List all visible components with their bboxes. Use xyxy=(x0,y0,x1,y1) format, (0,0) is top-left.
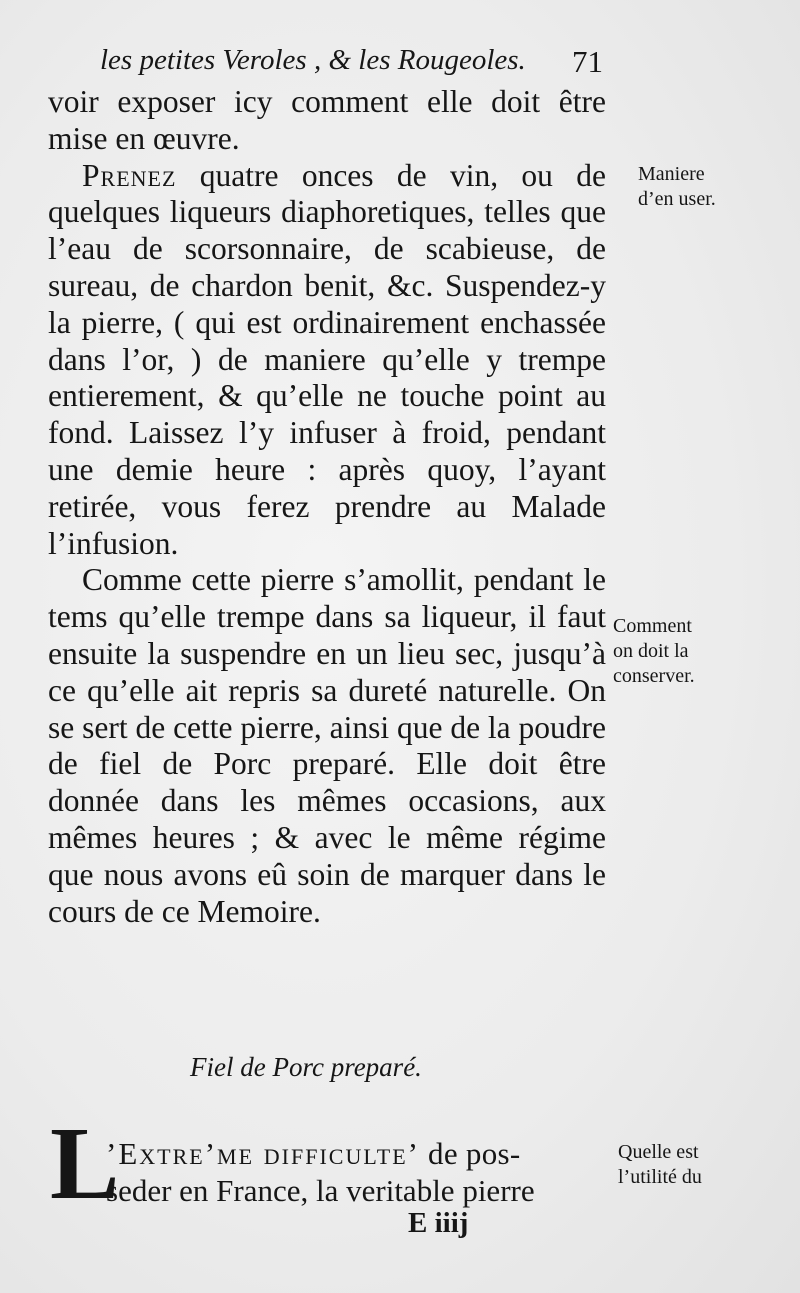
margin-note-line: on doit la xyxy=(613,640,689,662)
running-header xyxy=(100,44,605,77)
margin-note-line: l’utilité du xyxy=(618,1166,702,1188)
margin-note-utility xyxy=(618,1140,702,1190)
paragraph-2 xyxy=(48,158,606,563)
paragraph-1: voir exposer icy comment elle doit être mise en œuvre. xyxy=(48,84,606,156)
signature-mark: E iiij xyxy=(408,1207,469,1239)
final-paragraph-caps: ’Extre’me difficulte’ xyxy=(106,1136,420,1171)
margin-note-line: Comment xyxy=(613,615,692,637)
margin-note-line: conserver. xyxy=(613,665,695,687)
paragraph-2-lead: Prenez xyxy=(82,157,177,193)
main-text xyxy=(48,84,606,930)
final-paragraph xyxy=(106,1135,606,1209)
paragraph-2-text: quatre onces de vin, ou de quelques liqueurs diaphoretiques, telles que l’eau de scorsonnaire, de scabieuse, de sureau, de chardon benit, &c. Suspendez-y la pierre, ( qui est ordinairement enchassée dans l’or, ) de maniere qu’elle y trempe entierement, & qu’elle ne touche point au fond. Laissez l’y infuser à froid, pendant une demie heure : après quoy, l’ayant retirée, vous ferez prendre au Malade l’infusion. xyxy=(48,157,607,561)
section-title: Fiel de Porc preparé. xyxy=(190,1052,422,1082)
margin-note-line: Quelle est xyxy=(618,1141,699,1163)
running-title: les petites Veroles , & les Rougeoles. xyxy=(100,44,526,76)
drop-cap: L xyxy=(50,1106,120,1221)
margin-note-how-to-keep xyxy=(613,614,695,689)
margin-note-manner-of-use xyxy=(638,162,716,212)
final-paragraph-line-2: seder en France, la veritable pierre xyxy=(106,1173,535,1208)
final-paragraph-line-1-rest: de pos- xyxy=(419,1136,521,1171)
final-paragraph-line-1 xyxy=(106,1135,606,1172)
paragraph-3: Comme cette pierre s’amollit, pendant le tems qu’elle trempe dans sa liqueur, il faut ensuite la suspendre en un lieu sec, jusqu’à ce qu’elle ait repris sa dureté naturelle. On se sert de cette pierre, ainsi que de la poudre de fiel de Porc preparé. Elle doit être donnée dans les mêmes occasions, aux mêmes heures ; & avec le même régime que nous avons eû soin de marquer dans le cours de ce Memoire. xyxy=(48,562,607,929)
page-number: 71 xyxy=(572,44,603,79)
margin-note-line: Maniere xyxy=(638,163,705,185)
margin-note-line: d’en user. xyxy=(638,188,716,210)
